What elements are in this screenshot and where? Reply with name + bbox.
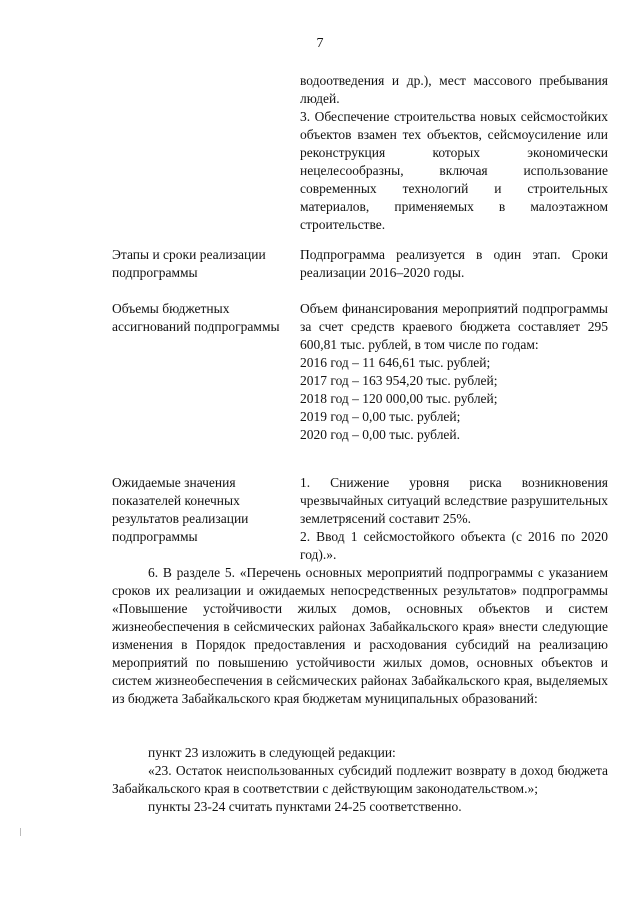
value-paragraph: 2. Ввод 1 сейсмостойкого объекта (с 2016 по 2020 год).». xyxy=(300,529,608,562)
value-paragraph: 3. Обеспечение строительства новых сейсмостойких объектов взамен тех объектов, сейсмоусиление или реконструкция которых экономически нецелесообразны, включая использование современных технологий и строительных материалов, применяемых в малоэтажном строительстве. xyxy=(300,109,608,232)
row-label: Ожидаемые значения показателей конечных результатов реализации подпрограммы xyxy=(112,475,249,544)
budget-year-line: 2019 год – 0,00 тыс. рублей; xyxy=(300,409,461,424)
row-value xyxy=(300,474,608,564)
body-paragraph-renumber: пункты 23-24 считать пунктами 24-25 соответственно. xyxy=(148,799,462,814)
row-label: Объемы бюджетных ассигнований подпрограммы xyxy=(112,301,280,334)
value-paragraph: водоотведения и др.), мест массового пребывания людей. xyxy=(300,73,608,106)
page-number: 7 xyxy=(316,36,324,51)
value-paragraph: Подпрограмма реализуется в один этап. Сроки реализации 2016–2020 годы. xyxy=(300,247,608,280)
table-row-stages xyxy=(112,246,608,286)
row-value xyxy=(300,300,608,444)
body-paragraph-section-6: 6. В разделе 5. «Перечень основных мероприятий подпрограммы с указанием сроков их реализации и ожидаемых непосредственных результатов» подпрограммы «Повышение устойчивости жилых домов, основных объектов и систем жизнеобеспечения в сейсмических районах Забайкальского края» внести следующие изменения в Порядок предоставления и расходования субсидий на реализацию мероприятий по повышению устойчивости жилых домов, основных объектов и систем жизнеобеспечения в сейсмических районах Забайкальского края, выделяемых из бюджета Забайкальского края бюджетам муниципальных образований: xyxy=(112,565,608,706)
budget-year-line: 2017 год – 163 954,20 тыс. рублей; xyxy=(300,373,498,388)
body-paragraph-point-23: пункт 23 изложить в следующей редакции: xyxy=(148,745,396,760)
table-row-budget xyxy=(112,300,608,460)
row-value xyxy=(300,246,608,282)
body-paragraph-quote-23: «23. Остаток неиспользованных субсидий подлежит возврату в доход бюджета Забайкальского края в соответствии с действующим законодательством.»; xyxy=(112,763,608,796)
table-row-tasks-continued xyxy=(112,72,608,232)
budget-year-line: 2018 год – 120 000,00 тыс. рублей; xyxy=(300,391,498,406)
value-paragraph: Объем финансирования мероприятий подпрограммы за счет средств краевого бюджета составляет 295 600,81 тыс. рублей, в том числе по годам: xyxy=(300,301,608,352)
value-paragraph: 1. Снижение уровня риска возникновения чрезвычайных ситуаций вследствие разрушительных землетрясений составит 25%. xyxy=(300,475,608,526)
budget-year-line: 2016 год – 11 646,61 тыс. рублей; xyxy=(300,355,491,370)
row-label: Этапы и сроки реализации подпрограммы xyxy=(112,247,266,280)
budget-year-line: 2020 год – 0,00 тыс. рублей. xyxy=(300,427,461,442)
margin-mark xyxy=(20,828,21,836)
row-value xyxy=(300,72,608,234)
table-row-expected-results xyxy=(112,474,608,562)
